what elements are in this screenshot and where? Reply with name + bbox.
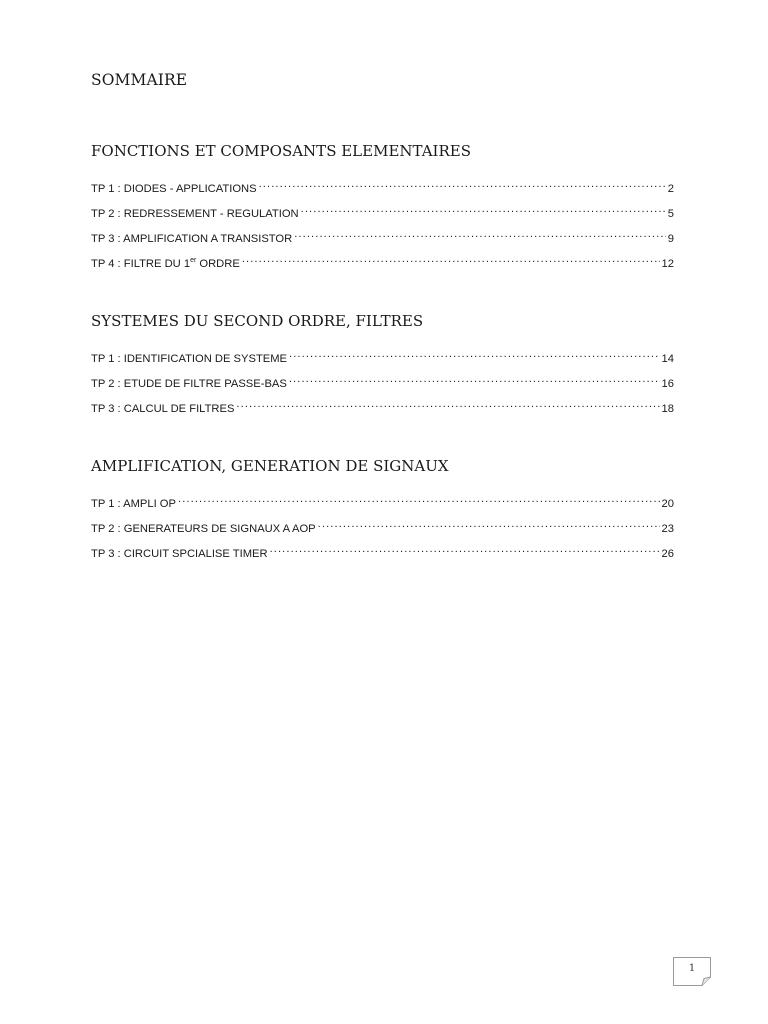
toc-entry-page: 18 xyxy=(661,403,674,415)
toc-entry-page: 20 xyxy=(661,498,674,510)
toc-entry[interactable] xyxy=(91,201,674,226)
toc-entry-title: TP 3 : CIRCUIT SPCIALISE TIMER xyxy=(91,548,268,560)
toc-entry[interactable] xyxy=(91,396,674,421)
toc-entry-title: TP 2 : GENERATEURS DE SIGNAUX A AOP xyxy=(91,523,316,535)
dot-leader xyxy=(318,516,660,532)
toc-entry-page: 14 xyxy=(661,353,674,365)
toc-entry-title: TP 3 : CALCUL DE FILTRES xyxy=(91,403,235,415)
dot-leader xyxy=(178,491,660,507)
toc-entry[interactable] xyxy=(91,176,674,201)
toc-entry-title: TP 1 : AMPLI OP xyxy=(91,498,176,510)
toc-entry[interactable] xyxy=(91,251,674,276)
toc-entry-title: TP 1 : IDENTIFICATION DE SYSTEME xyxy=(91,353,288,365)
toc-entry-title-main: TP 4 : FILTRE DU 1 xyxy=(91,258,191,270)
toc-entry-page: 2 xyxy=(667,183,674,195)
toc-section-amplification xyxy=(91,456,674,566)
page-title: SOMMAIRE xyxy=(91,71,188,89)
toc-entry[interactable] xyxy=(91,226,674,251)
toc-entry-page: 9 xyxy=(667,233,674,245)
toc-entry[interactable] xyxy=(91,516,674,541)
toc-entry[interactable] xyxy=(91,541,674,566)
toc-entry-page: 16 xyxy=(661,378,674,390)
dot-leader xyxy=(294,226,666,242)
ordinal-superscript: er xyxy=(190,257,197,264)
toc-entry[interactable] xyxy=(91,371,674,396)
toc-entry-page: 5 xyxy=(667,208,674,220)
page-number-box xyxy=(673,957,711,986)
toc-entry-title: TP 3 : AMPLIFICATION A TRANSISTOR xyxy=(91,233,293,245)
toc-entry-page: 23 xyxy=(661,523,674,535)
toc-entry-title: TP 2 : ETUDE DE FILTRE PASSE-BAS xyxy=(91,378,287,390)
dot-leader xyxy=(259,176,666,192)
dot-leader xyxy=(289,371,660,387)
dot-leader xyxy=(270,541,660,557)
toc-entry-page: 12 xyxy=(661,258,674,270)
toc-entry-title: TP 2 : REDRESSEMENT - REGULATION xyxy=(91,208,299,220)
toc-entry[interactable] xyxy=(91,346,674,371)
toc-entry-page: 26 xyxy=(661,548,674,560)
dot-leader xyxy=(301,201,666,217)
toc-entry-title-rest: ORDRE xyxy=(196,258,240,270)
dot-leader xyxy=(236,396,659,412)
dot-leader xyxy=(242,251,660,267)
section-heading: AMPLIFICATION, GENERATION DE SIGNAUX xyxy=(91,457,449,475)
toc-section-systemes xyxy=(91,311,674,421)
section-heading: FONCTIONS ET COMPOSANTS ELEMENTAIRES xyxy=(91,142,471,160)
toc-entry-title: TP 1 : DIODES - APPLICATIONS xyxy=(91,183,257,195)
page-number: 1 xyxy=(688,963,696,974)
toc-entry[interactable] xyxy=(91,491,674,516)
toc-entry-title xyxy=(91,256,240,272)
section-heading: SYSTEMES DU SECOND ORDRE, FILTRES xyxy=(91,312,424,330)
dot-leader xyxy=(289,346,660,362)
toc-section-fonctions xyxy=(91,141,674,276)
